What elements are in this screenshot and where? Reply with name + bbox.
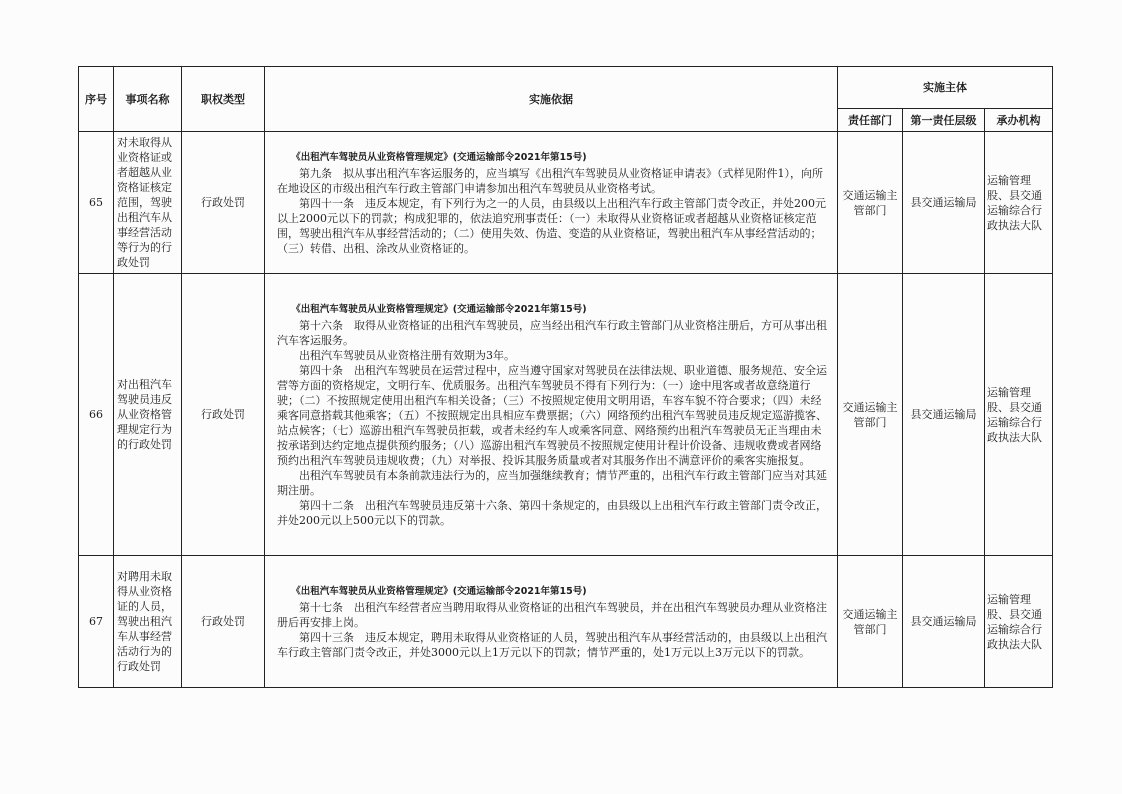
basis-law-title: 《出租汽车驾驶员从业资格管理规定》(交通运输部令2021年第15号) [291, 151, 587, 163]
row-seq: 65 [79, 132, 114, 274]
row-org: 运输管理股、县交通运输综合行政执法大队 [985, 556, 1053, 688]
row-basis [265, 556, 838, 688]
row-seq: 66 [79, 274, 114, 556]
basis-law-title: 《出租汽车驾驶员从业资格管理规定》(交通运输部令2021年第15号) [291, 585, 587, 597]
header-row [79, 67, 1053, 109]
row-level: 县交通运输局 [903, 132, 985, 274]
row-dept: 交通运输主管部门 [838, 132, 903, 274]
basis-paragraph: 第十六条 取得从业资格证的出租汽车驾驶员，应当经出租汽车行政主管部门从业资格注册后，方可从事出租汽车客运服务。 [277, 318, 827, 347]
basis-paragraph: 出租汽车驾驶员有本条前款违法行为的，应当加强继续教育；情节严重的，出租汽车行政主管部门应当对其延期注册。 [277, 468, 827, 497]
row-org: 运输管理股、县交通运输综合行政执法大队 [985, 274, 1053, 556]
row-type: 行政处罚 [182, 556, 265, 688]
header-seq: 序号 [79, 67, 114, 132]
row-dept: 交通运输主管部门 [838, 556, 903, 688]
row-level: 县交通运输局 [903, 556, 985, 688]
basis-paragraph: 第四十一条 违反本规定，有下列行为之一的人员，由县级以上出租汽车行政主管部门责令改正，并处200元以上2000元以下的罚款；构成犯罪的，依法追究刑事责任：（一）未取得从业资格证或者超越从业资格证核定范围，驾驶出租汽车从事经营活动的；（二）使用失效、伪造、变造的从业资格证，驾驶出租汽车从事经营活动的；（三）转借、出租、涂改从业资格证的。 [277, 196, 826, 255]
header-item-name: 事项名称 [114, 67, 182, 132]
row-item-name: 对聘用未取得从业资格证的人员，驾驶出租汽车从事经营活动行为的行政处罚 [114, 556, 182, 688]
header-subject: 实施主体 [838, 67, 1053, 109]
header-dept: 责任部门 [838, 109, 903, 132]
basis-paragraph: 第四十二条 出租汽车驾驶员违反第十六条、第四十条规定的，由县级以上出租汽车行政主管部门责令改正，并处200元以上500元以下的罚款。 [277, 498, 827, 527]
basis-paragraph: 第十七条 出租汽车经营者应当聘用取得从业资格证的出租汽车驾驶员，并在出租汽车驾驶员办理从业资格注册后再安排上岗。 [277, 600, 827, 629]
header-level: 第一责任层级 [903, 109, 985, 132]
row-level: 县交通运输局 [903, 274, 985, 556]
row-type: 行政处罚 [182, 132, 265, 274]
header-authority-type: 职权类型 [182, 67, 265, 132]
header-basis: 实施依据 [265, 67, 838, 132]
row-seq: 67 [79, 556, 114, 688]
row-type: 行政处罚 [182, 274, 265, 556]
table-row [79, 274, 1053, 556]
table-row [79, 132, 1053, 274]
basis-paragraph: 第九条 拟从事出租汽车客运服务的，应当填写《出租汽车驾驶员从业资格证申请表》（式样见附件1），向所在地设区的市级出租汽车行政主管部门申请参加出租汽车驾驶员从业资格考试。 [277, 166, 823, 195]
table-row [79, 556, 1053, 688]
row-basis [265, 274, 838, 556]
row-item-name: 对出租汽车驾驶员违反从业资格管理规定行为的行政处罚 [114, 274, 182, 556]
row-basis [265, 132, 838, 274]
basis-paragraph: 出租汽车驾驶员从业资格注册有效期为3年。 [299, 348, 515, 362]
row-item-name: 对未取得从业资格证或者超越从业资格证核定范围，驾驶出租汽车从事经营活动等行为的行政处罚 [114, 132, 182, 274]
basis-paragraph: 第四十三条 违反本规定，聘用未取得从业资格证的人员，驾驶出租汽车从事经营活动的，由县级以上出租汽车行政主管部门责令改正，并处3000元以上1万元以下的罚款；情节严重的，处1万元以上3万元以下的罚款。 [277, 630, 827, 659]
header-org: 承办机构 [985, 109, 1053, 132]
row-org: 运输管理股、县交通运输综合行政执法大队 [985, 132, 1053, 274]
authority-table [78, 66, 1053, 688]
basis-law-title: 《出租汽车驾驶员从业资格管理规定》(交通运输部令2021年第15号) [291, 303, 587, 315]
row-dept: 交通运输主管部门 [838, 274, 903, 556]
basis-paragraph: 第四十条 出租汽车驾驶员在运营过程中，应当遵守国家对驾驶员在法律法规、职业道德、服务规范、安全运营等方面的资格规定，文明行车、优质服务。出租汽车驾驶员不得有下列行为：（一）途中甩客或者故意绕道行驶；（二）不按照规定使用出租汽车相关设备；（三）不按照规定使用文明用语，车容车貌不符合要求；（四）未经乘客同意搭载其他乘客；（五）不按照规定出具相应车费票据；（六）网络预约出租汽车驾驶员违反规定巡游揽客、站点候客；（七）巡游出租汽车驾驶员拒载，或者未经约车人或乘客同意、网络预约出租汽车驾驶员无正当理由未按承诺到达约定地点提供预约服务；（八）巡游出租汽车驾驶员不按照规定使用计程计价设备、违规收费或者网络预约出租汽车驾驶员违规收费；（九）对举报、投诉其服务质量或者对其服务作出不满意评价的乘客实施报复。 [277, 363, 827, 467]
